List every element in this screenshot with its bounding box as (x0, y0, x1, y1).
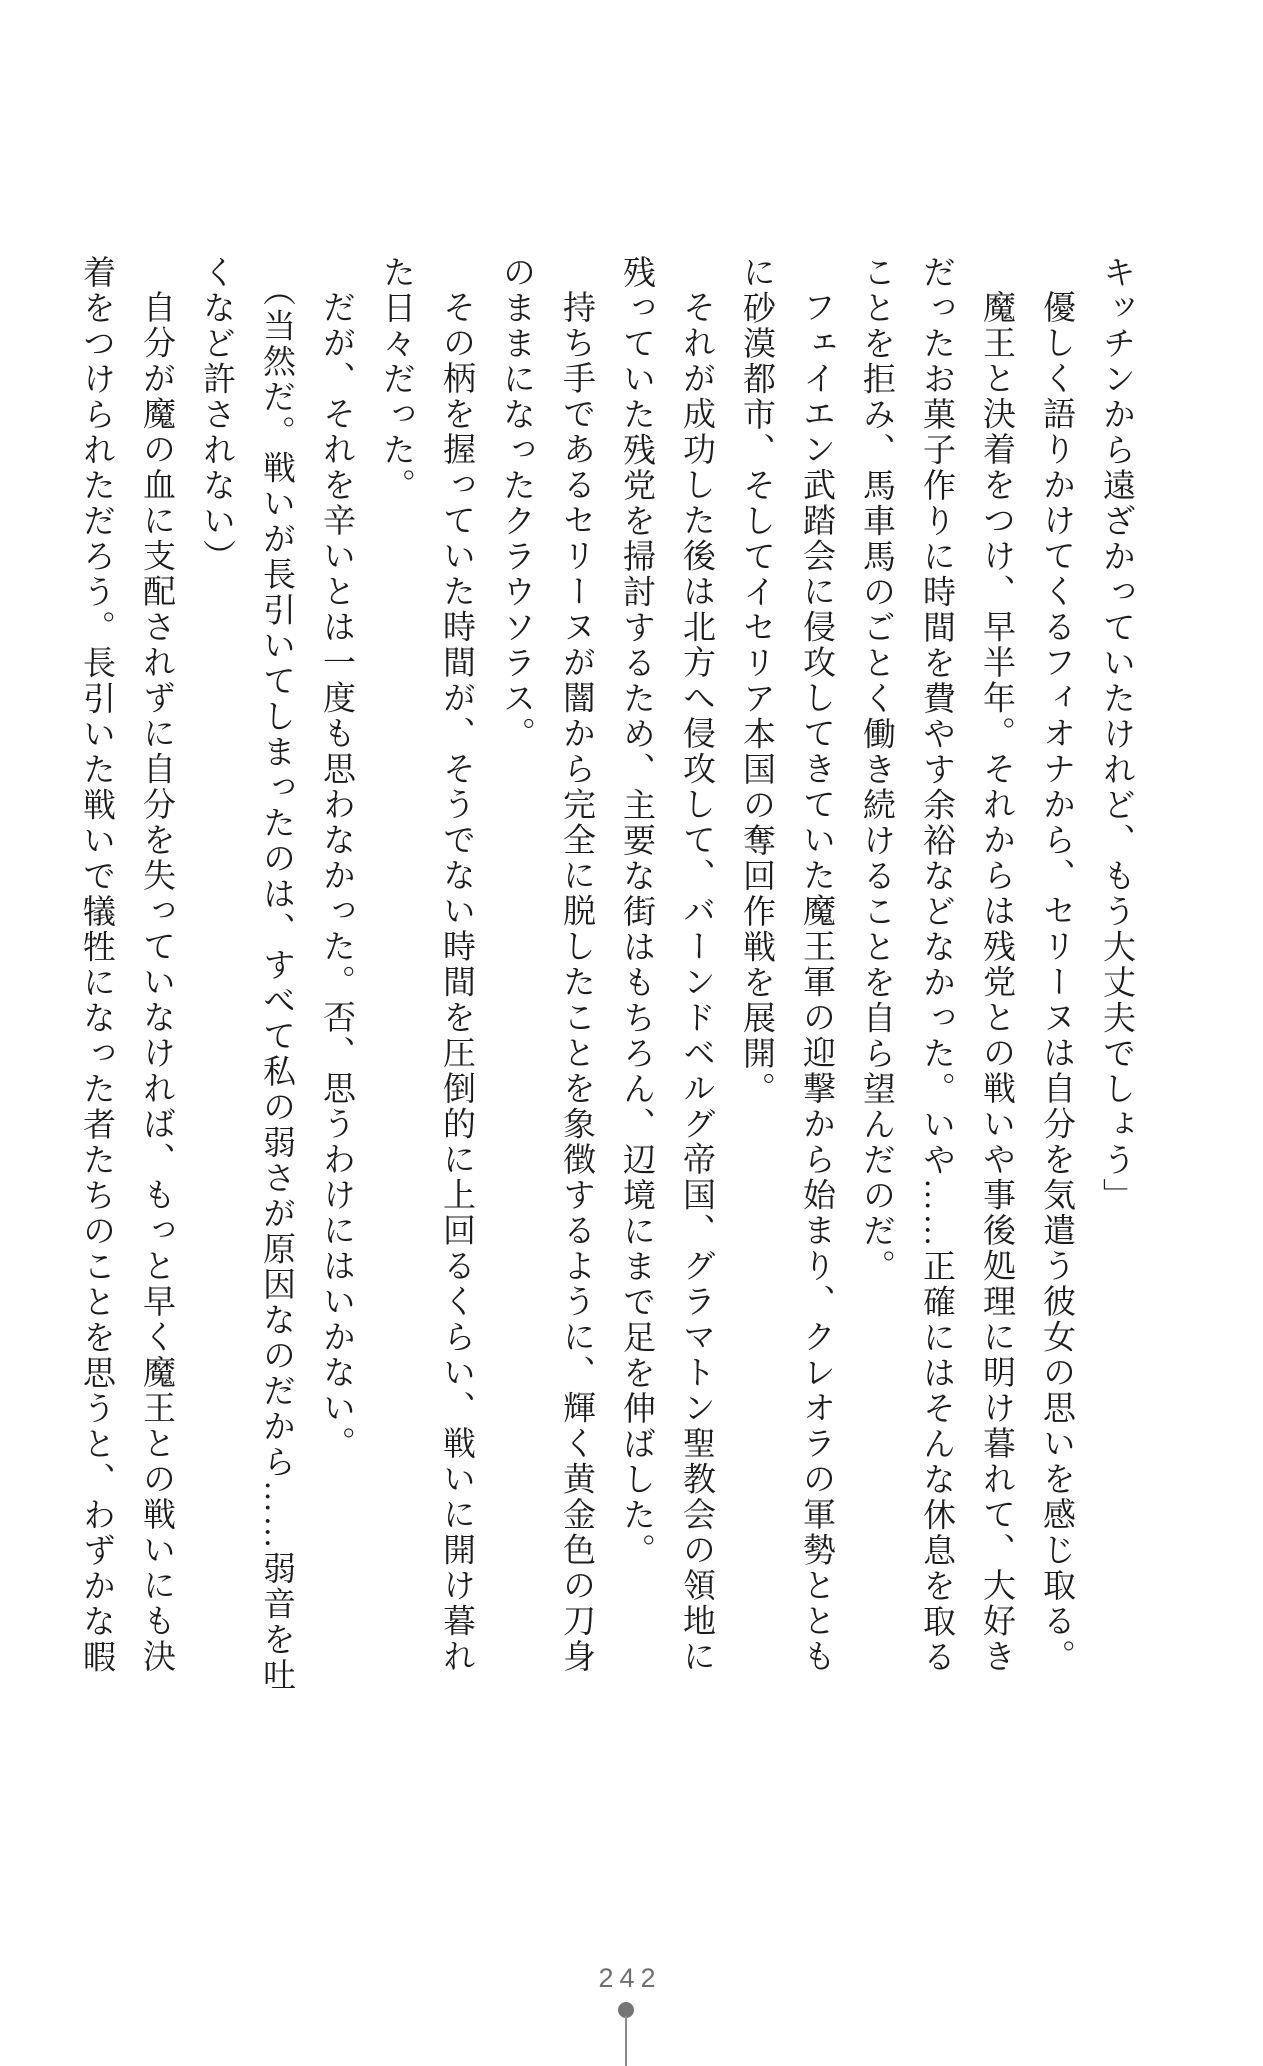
text-column: その柄を握っていた時間が、そうでない時間を圧倒的に上回るくらい、戦いに開け暮れ (438, 290, 474, 1675)
text-column: に砂漠都市、そしてイセリア本国の奪回作戦を展開。 (738, 255, 774, 1107)
text-column: 魔王と決着をつけ、早半年。それからは残党との戦いや事後処理に明け暮れて、大好き (978, 290, 1014, 1675)
text-column: （当然だ。戦いが長引いてしまったのは、すべて私の弱さが原因なのだから……弱音を吐 (258, 273, 294, 1693)
text-column: だったお菓子作りに時間を費やす余裕などなかった。いや……正確にはそんな休息を取る (918, 255, 954, 1675)
text-column: くなど許されない） (198, 255, 234, 575)
text-column: フェイエン武踏会に侵攻してきていた魔王軍の迎撃から始まり、クレオラの軍勢ととも (798, 290, 834, 1675)
text-column: 自分が魔の血に支配されずに自分を失っていなければ、もっと早く魔王との戦いにも決 (138, 290, 174, 1675)
text-column: 着をつけられただろう。長引いた戦いで犠牲になった者たちのことを思うと、わずかな暇 (78, 255, 114, 1675)
text-column: 優しく語りかけてくるフィオナから、セリーヌは自分を気遣う彼女の思いを感じ取る。 (1038, 290, 1074, 1675)
text-column: ことを拒み、馬車馬のごとく働き続けることを自ら望んだのだ。 (858, 255, 894, 1285)
text-column: のままになったクラウソラス。 (498, 255, 534, 752)
text-column: 持ち手であるセリーヌが闇から完全に脱したことを象徴するように、輝く黄金色の刀身 (558, 290, 594, 1675)
text-column: それが成功した後は北方へ侵攻して、バーンドベルグ帝国、グラマトン聖教会の領地に (678, 290, 714, 1675)
page-number: 242 (598, 1963, 662, 1993)
text-column: た日々だった。 (378, 255, 414, 504)
text-column: 残っていた残党を掃討するため、主要な街はもちろん、辺境にまで足を伸ばした。 (618, 255, 654, 1569)
folio-line-marker (625, 2016, 627, 2066)
text-column: キッチンから遠ざかっていたけれど、もう大丈夫でしょう」 (1098, 255, 1134, 1214)
text-column: だが、それを辛いとは一度も思わなかった。否、思うわけにはいかない。 (318, 290, 354, 1462)
